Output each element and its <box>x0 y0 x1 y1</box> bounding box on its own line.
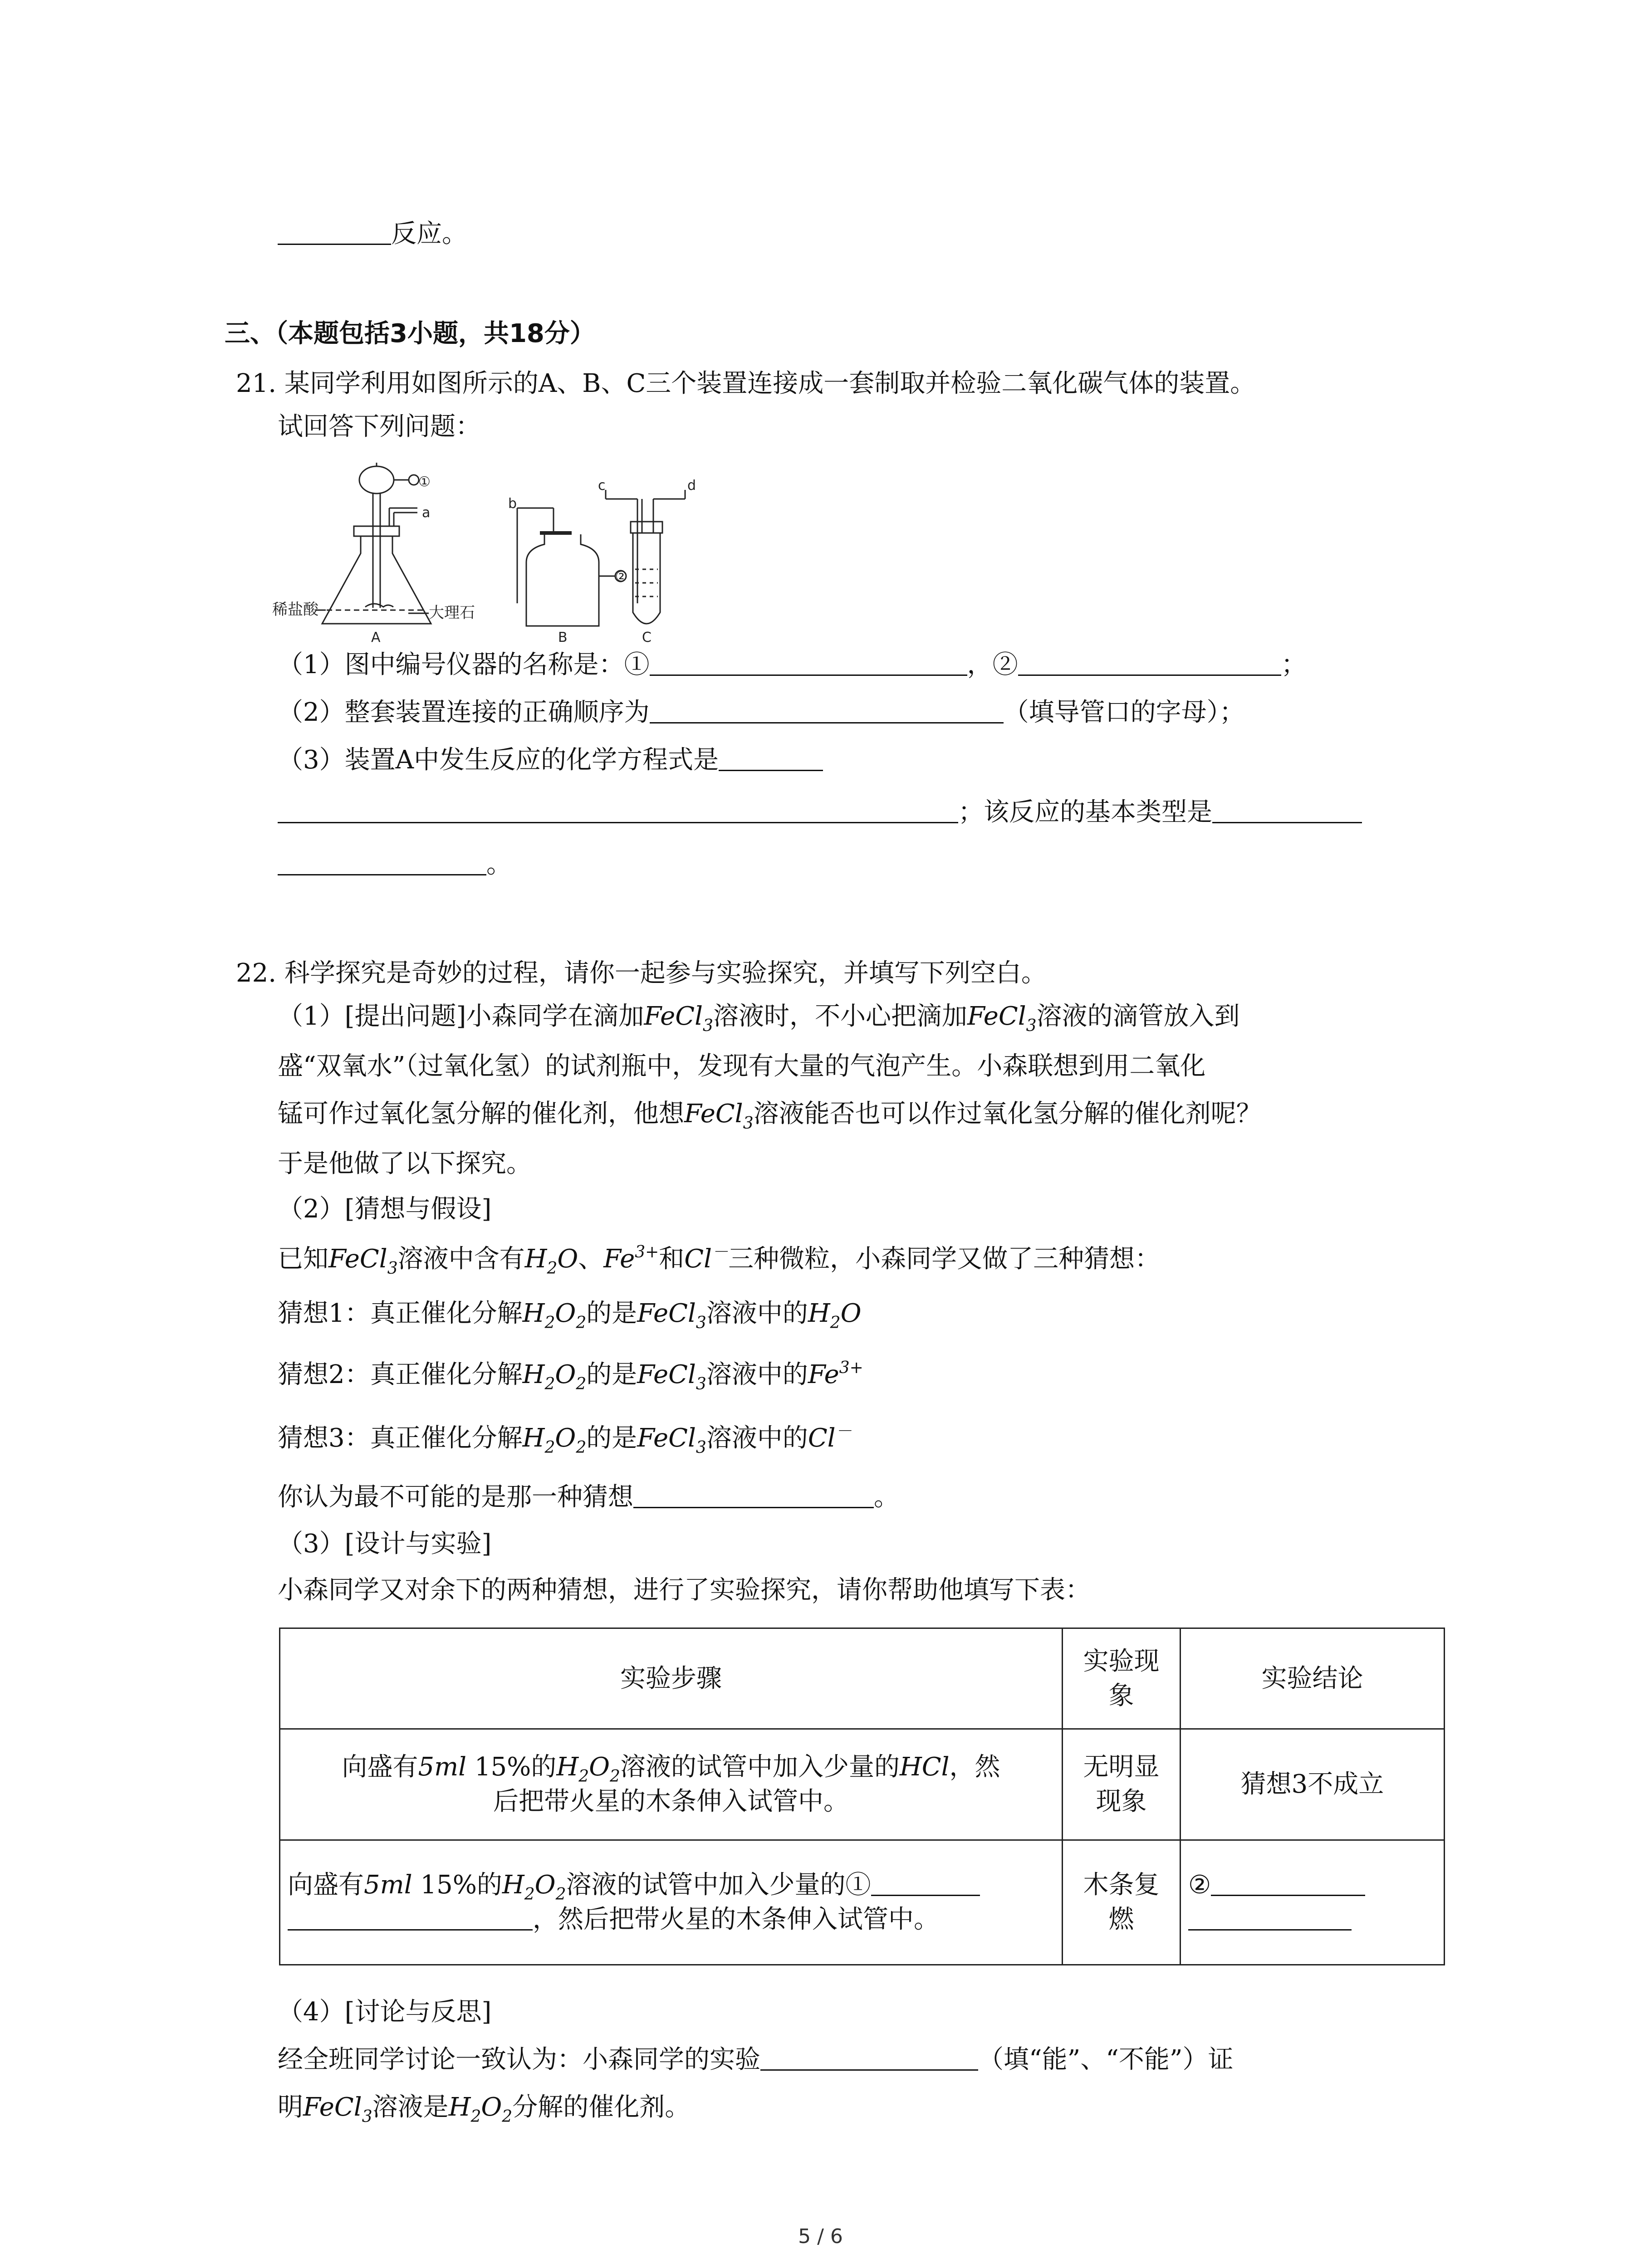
fecl3-formula: FeCl$_3$ <box>637 1423 706 1457</box>
guess-b: 的是 <box>586 1423 637 1453</box>
q21-part3 <box>278 744 823 777</box>
q22-s3-intro: 小森同学又对余下的两种猜想，进行了实验探究，请你帮助他填写下表： <box>278 1575 1091 1605</box>
r1-b: 的 <box>531 1752 557 1782</box>
hcl-formula: HCl <box>899 1752 950 1782</box>
answer-blank-order[interactable] <box>650 697 1004 723</box>
q22-s1-a: （1）[提出问题]小森同学在滴加 <box>278 1002 644 1031</box>
fe3-ion: $Fe^{3+}$ <box>808 1359 863 1389</box>
label-A: A <box>371 630 381 645</box>
guess-3 <box>278 1422 852 1455</box>
q21-stem: 21. 某同学利用如图所示的A、B、C三个装置连接成一套制取并检验二氧化碳气体的装置。 <box>236 369 1256 398</box>
h-phen-1: 实验现 <box>1083 1646 1160 1676</box>
q21-part1 <box>278 649 1307 681</box>
guess-2 <box>278 1359 863 1391</box>
cl-ion: Cl－ <box>808 1422 852 1453</box>
answer-blank-equation-a[interactable] <box>719 744 823 771</box>
q21-p3-text: （3）装置A中发生反应的化学方程式是 <box>278 745 719 775</box>
cl-ion: Cl－ <box>684 1243 729 1274</box>
s4-b: （填“能”、“不能”）证 <box>978 2045 1234 2074</box>
least-text: 你认为最不可能的是那一种猜想 <box>278 1482 633 1512</box>
q21-p2-end: （填导管口的字母）； <box>1003 698 1245 727</box>
header-conclusion: 实验结论 <box>1181 1628 1445 1729</box>
label-mark-2: ② <box>615 569 627 585</box>
guess2-a: 猜想2：真正催化分解 <box>278 1360 523 1389</box>
label-acid: 稀盐酸 <box>272 601 318 619</box>
answer-blank-reagent-b[interactable] <box>288 1904 533 1931</box>
prev-question-tail <box>278 218 467 250</box>
q21-p3-end: 。 <box>486 850 512 879</box>
fecl3-formula: FeCl$_3$ <box>303 2092 372 2126</box>
s4-e: 分解的催化剂。 <box>512 2092 691 2122</box>
q21-part2 <box>278 696 1245 729</box>
answer-blank-equation-b[interactable] <box>278 797 958 823</box>
label-b: b <box>508 496 517 512</box>
q22-s4-line1 <box>278 2043 1234 2076</box>
label-d: d <box>687 478 696 494</box>
r2-c: 溶液的试管中加入少量的① <box>566 1870 871 1900</box>
tail-text: 反应。 <box>391 219 467 249</box>
label-B: B <box>558 630 568 645</box>
fecl3-formula: FeCl$_3$ <box>644 1002 713 1035</box>
known-c: 、 <box>578 1244 604 1274</box>
guess-c: 溶液中的 <box>706 1423 808 1453</box>
q21-p1-end: ； <box>1281 650 1307 679</box>
h2o2-formula: $H_2O_2$ <box>556 1752 620 1786</box>
experiment-table <box>279 1628 1445 1965</box>
r1-a: 向盛有 <box>342 1752 418 1782</box>
q21-stem-2: 试回答下列问题： <box>278 412 481 441</box>
r2-b: 的 <box>476 1870 502 1900</box>
label-a: a <box>422 505 431 521</box>
h2o2-formula: $H_2O_2$ <box>522 1299 587 1332</box>
q22-s1-c: 溶液的滴管放入到 <box>1036 1002 1240 1031</box>
row2-conclusion <box>1181 1840 1445 1965</box>
h2o-formula: $H_2O$ <box>524 1244 578 1278</box>
fecl3-formula: FeCl$_3$ <box>637 1299 706 1332</box>
page-number: 5 / 6 <box>798 2225 843 2248</box>
answer-blank-type-b[interactable] <box>278 849 486 875</box>
guess3-a: 猜想3：真正催化分解 <box>278 1423 523 1453</box>
least-end: 。 <box>874 1482 899 1512</box>
q22-stem: 22. 科学探究是奇妙的过程，请你一起参与实验探究，并填写下列空白。 <box>236 958 1047 988</box>
guess-1 <box>278 1297 862 1330</box>
section-title: 三、（本题包括3小题，共18分） <box>225 319 595 348</box>
r2-phen-1: 木条复 <box>1083 1870 1160 1900</box>
gas-bottle-icon <box>526 534 599 626</box>
fe3-ion: $Fe^{3+}$ <box>603 1243 659 1274</box>
s4-c: 明 <box>278 2092 303 2122</box>
h2o2-formula: $H_2O_2$ <box>522 1423 587 1457</box>
row1-step: 向盛有5ml 15%的$H_2O_2$溶液的试管中加入少量的HCl，然 后把带火星的木条伸入试管中。 <box>280 1729 1063 1840</box>
guess1-a: 猜想1：真正催化分解 <box>278 1299 523 1328</box>
label-mark-1: ① <box>418 474 431 490</box>
answer-blank-1[interactable] <box>650 649 967 676</box>
table-row <box>280 1729 1445 1840</box>
q22-s4-title: （4）[讨论与反思] <box>278 1997 492 2027</box>
q22-s3-title: （3）[设计与实验] <box>278 1529 492 1559</box>
r2-a: 向盛有 <box>288 1870 364 1900</box>
r1-d: ，然 <box>949 1752 1000 1782</box>
volume-5ml: 5ml <box>418 1752 467 1782</box>
q21-part3-line2 <box>278 796 1362 829</box>
s4-a: 经全班同学讨论一致认为：小森同学的实验 <box>278 2045 760 2074</box>
label-c: c <box>598 478 606 494</box>
q21-p2-text: （2）整套装置连接的正确顺序为 <box>278 698 650 727</box>
h2o2-formula: $H_2O_2$ <box>522 1360 587 1393</box>
answer-blank-conclusion-b[interactable] <box>1188 1904 1352 1931</box>
row1-conclusion: 猜想3不成立 <box>1181 1729 1445 1840</box>
q22-s4-line2 <box>278 2091 690 2124</box>
header-phenomenon <box>1063 1628 1181 1729</box>
guess-c: 溶液中的 <box>706 1299 808 1328</box>
row1-phenomenon <box>1063 1729 1181 1840</box>
fecl3-formula: FeCl$_3$ <box>637 1360 706 1393</box>
q22-s1-line2: 盛“双氧水”（过氧化氢）的试剂瓶中，发现有大量的气泡产生。小森联想到用二氧化 <box>278 1051 1206 1081</box>
label-C: C <box>642 630 652 645</box>
q21-p1-text: （1）图中编号仪器的名称是：① <box>278 650 650 679</box>
r1-phen-2: 现象 <box>1096 1787 1147 1816</box>
fecl3-formula: FeCl$_3$ <box>967 1002 1037 1035</box>
label-marble: 大理石 <box>429 604 475 622</box>
q22-s2-known <box>278 1243 1160 1276</box>
answer-blank[interactable] <box>278 218 391 245</box>
q22-s1-line3a: 锰可作过氧化氢分解的催化剂，他想 <box>278 1099 684 1129</box>
q22-s1-b: 溶液时，不小心把滴加 <box>713 1002 967 1031</box>
guess-b: 的是 <box>586 1360 637 1389</box>
r2-phen-2: 燃 <box>1108 1905 1134 1934</box>
h2o2-formula: $H_2O_2$ <box>502 1870 566 1904</box>
fecl3-formula: FeCl$_3$ <box>328 1244 398 1278</box>
separatory-funnel-icon <box>359 466 394 494</box>
least-likely <box>278 1481 899 1514</box>
q22-s1-line1 <box>278 1000 1240 1033</box>
answer-blank-type-a[interactable] <box>1212 797 1362 823</box>
h-phen-2: 象 <box>1108 1681 1134 1711</box>
q22-s1-line4: 于是他做了以下探究。 <box>278 1149 532 1178</box>
q22-s1-line3b: 溶液能否也可以作过氧化氢分解的催化剂呢？ <box>753 1099 1262 1129</box>
r1-c: 溶液的试管中加入少量的 <box>620 1752 900 1782</box>
header-step: 实验步骤 <box>280 1628 1063 1729</box>
row2-step: 向盛有5ml 15%的$H_2O_2$溶液的试管中加入少量的① ，然后把带火星的木条伸入试管中。 <box>280 1840 1063 1965</box>
answer-blank-can[interactable] <box>760 2044 978 2071</box>
r1-line2: 后把带火星的木条伸入试管中。 <box>493 1787 849 1816</box>
answer-blank-conclusion-a[interactable] <box>1211 1869 1365 1896</box>
s4-d: 溶液是 <box>372 2092 449 2122</box>
answer-blank-2[interactable] <box>1018 649 1281 676</box>
known-a: 已知 <box>278 1244 328 1274</box>
q22-s2-title: （2）[猜想与假设] <box>278 1194 492 1224</box>
known-b: 溶液中含有 <box>397 1244 525 1274</box>
apparatus-figure <box>272 454 717 649</box>
answer-blank-guess[interactable] <box>633 1481 874 1508</box>
row2-phenomenon <box>1063 1840 1181 1965</box>
q22-s1-line3 <box>278 1098 1262 1133</box>
table-row <box>280 1840 1445 1965</box>
r2-line2: ，然后把带火星的木条伸入试管中。 <box>533 1905 939 1934</box>
q21-p3-mid: ；该反应的基本类型是 <box>958 797 1212 827</box>
answer-blank-reagent-a[interactable] <box>871 1869 980 1896</box>
volume-5ml: 5ml <box>364 1870 412 1900</box>
known-e: 三种微粒，小森同学又做了三种猜想： <box>728 1244 1161 1274</box>
guess-b: 的是 <box>586 1299 637 1328</box>
fecl3-formula: FeCl$_3$ <box>684 1099 754 1133</box>
q21-p1-mid: ，② <box>967 650 1018 679</box>
r2-concl-mark: ② <box>1188 1870 1211 1900</box>
known-d: 和 <box>659 1244 685 1274</box>
h2o-formula: $H_2O$ <box>808 1299 862 1332</box>
q21-part3-line3 <box>278 848 512 881</box>
r1-phen-1: 无明显 <box>1083 1752 1160 1782</box>
h2o2-formula: $H_2O_2$ <box>448 2092 513 2126</box>
guess-c: 溶液中的 <box>706 1360 808 1389</box>
table-row <box>280 1628 1445 1729</box>
